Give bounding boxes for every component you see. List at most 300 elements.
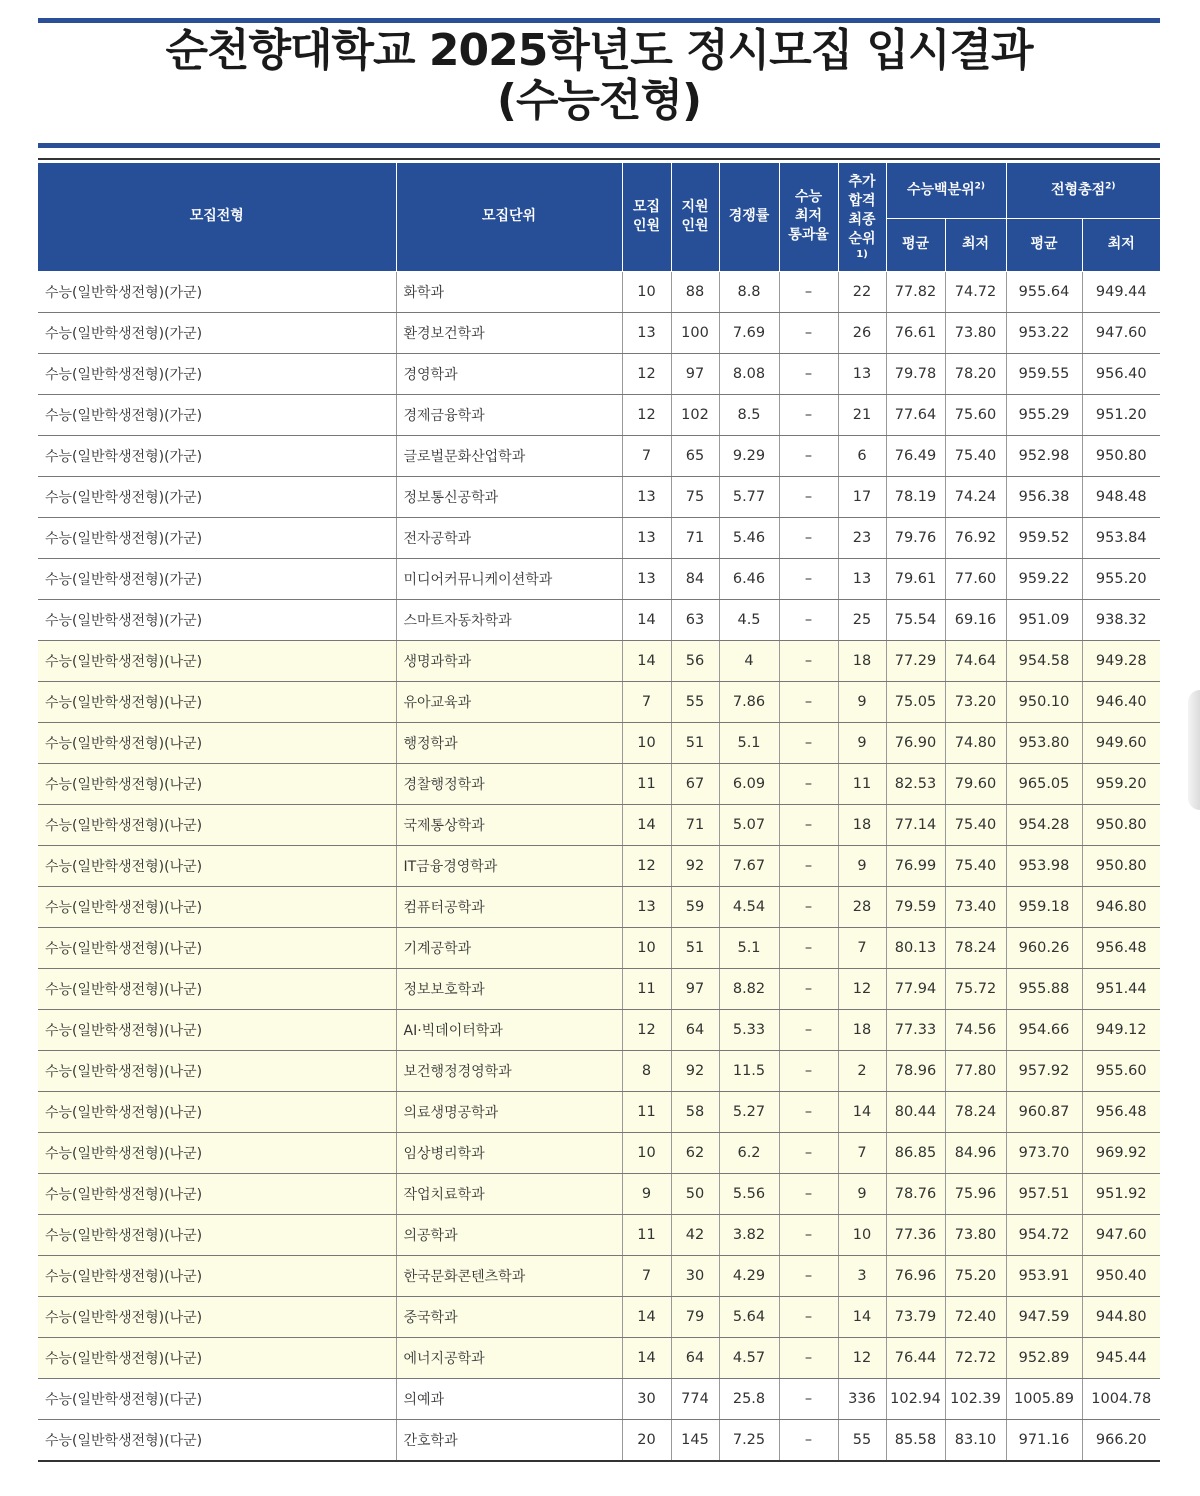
cell-quota: 14 — [622, 804, 671, 845]
cell-min-pass: – — [779, 599, 838, 640]
cell-type: 수능(일반학생전형)(나군) — [38, 1337, 396, 1378]
cell-ratio: 4.29 — [719, 1255, 779, 1296]
cell-type: 수능(일반학생전형)(나군) — [38, 886, 396, 927]
cell-score-min: 938.32 — [1082, 599, 1160, 640]
cell-min-pass: – — [779, 763, 838, 804]
cell-min-pass: – — [779, 1173, 838, 1214]
cell-ratio: 3.82 — [719, 1214, 779, 1255]
cell-quota: 12 — [622, 394, 671, 435]
cell-type: 수능(일반학생전형)(가군) — [38, 312, 396, 353]
cell-score-min: 946.80 — [1082, 886, 1160, 927]
cell-applicants: 63 — [671, 599, 719, 640]
cell-score-min: 949.28 — [1082, 640, 1160, 681]
cell-score-min: 945.44 — [1082, 1337, 1160, 1378]
cell-score-avg: 953.22 — [1006, 312, 1082, 353]
cell-applicants: 71 — [671, 804, 719, 845]
table-row — [38, 845, 1160, 886]
cell-extra-rank: 21 — [838, 394, 886, 435]
cell-extra-rank: 14 — [838, 1296, 886, 1337]
cell-applicants: 92 — [671, 845, 719, 886]
cell-percentile-avg: 76.44 — [886, 1337, 945, 1378]
cell-percentile-min: 72.72 — [945, 1337, 1006, 1378]
cell-percentile-avg: 76.96 — [886, 1255, 945, 1296]
cell-quota: 13 — [622, 558, 671, 599]
title-bottom-rule — [38, 143, 1160, 148]
cell-ratio: 5.46 — [719, 517, 779, 558]
cell-quota: 11 — [622, 763, 671, 804]
cell-ratio: 4.5 — [719, 599, 779, 640]
cell-score-avg: 955.64 — [1006, 271, 1082, 312]
cell-applicants: 88 — [671, 271, 719, 312]
cell-percentile-min: 83.10 — [945, 1419, 1006, 1461]
header-total-score-note: 2) — [1105, 181, 1116, 192]
admission-results-table — [38, 163, 1160, 1462]
table-row — [38, 1091, 1160, 1132]
cell-min-pass: – — [779, 845, 838, 886]
cell-applicants: 51 — [671, 722, 719, 763]
cell-type: 수능(일반학생전형)(가군) — [38, 353, 396, 394]
cell-score-avg: 955.88 — [1006, 968, 1082, 1009]
cell-percentile-avg: 79.78 — [886, 353, 945, 394]
cell-score-avg: 947.59 — [1006, 1296, 1082, 1337]
cell-type: 수능(일반학생전형)(나군) — [38, 1132, 396, 1173]
cell-type: 수능(일반학생전형)(가군) — [38, 394, 396, 435]
cell-extra-rank: 14 — [838, 1091, 886, 1132]
cell-type: 수능(일반학생전형)(가군) — [38, 599, 396, 640]
cell-unit: 전자공학과 — [396, 517, 622, 558]
cell-quota: 10 — [622, 271, 671, 312]
cell-percentile-avg: 76.61 — [886, 312, 945, 353]
cell-score-min: 948.48 — [1082, 476, 1160, 517]
cell-applicants: 145 — [671, 1419, 719, 1461]
table-row — [38, 1214, 1160, 1255]
cell-ratio: 6.46 — [719, 558, 779, 599]
cell-quota: 11 — [622, 968, 671, 1009]
cell-unit: 임상병리학과 — [396, 1132, 622, 1173]
cell-min-pass: – — [779, 1214, 838, 1255]
cell-percentile-min: 78.24 — [945, 927, 1006, 968]
cell-extra-rank: 55 — [838, 1419, 886, 1461]
cell-unit: 미디어커뮤니케이션학과 — [396, 558, 622, 599]
cell-score-min: 946.40 — [1082, 681, 1160, 722]
cell-type: 수능(일반학생전형)(가군) — [38, 476, 396, 517]
header-score-avg: 평균 — [1006, 218, 1082, 271]
cell-score-min: 1004.78 — [1082, 1378, 1160, 1419]
cell-ratio: 25.8 — [719, 1378, 779, 1419]
cell-ratio: 6.09 — [719, 763, 779, 804]
cell-percentile-min: 77.80 — [945, 1050, 1006, 1091]
cell-percentile-avg: 80.13 — [886, 927, 945, 968]
cell-applicants: 56 — [671, 640, 719, 681]
cell-quota: 12 — [622, 845, 671, 886]
cell-min-pass: – — [779, 1091, 838, 1132]
cell-percentile-avg: 77.94 — [886, 968, 945, 1009]
cell-type: 수능(일반학생전형)(가군) — [38, 271, 396, 312]
cell-min-pass: – — [779, 394, 838, 435]
cell-min-pass: – — [779, 476, 838, 517]
cell-extra-rank: 10 — [838, 1214, 886, 1255]
cell-unit: 보건행정경영학과 — [396, 1050, 622, 1091]
table-row — [38, 927, 1160, 968]
cell-score-avg: 953.98 — [1006, 845, 1082, 886]
cell-percentile-avg: 77.36 — [886, 1214, 945, 1255]
cell-type: 수능(일반학생전형)(가군) — [38, 517, 396, 558]
cell-min-pass: – — [779, 1296, 838, 1337]
cell-applicants: 75 — [671, 476, 719, 517]
cell-min-pass: – — [779, 927, 838, 968]
cell-ratio: 9.29 — [719, 435, 779, 476]
table-top-rule — [38, 158, 1160, 160]
cell-percentile-min: 75.72 — [945, 968, 1006, 1009]
cell-extra-rank: 7 — [838, 927, 886, 968]
cell-percentile-min: 84.96 — [945, 1132, 1006, 1173]
cell-score-avg: 959.52 — [1006, 517, 1082, 558]
table-row — [38, 435, 1160, 476]
cell-applicants: 774 — [671, 1378, 719, 1419]
cell-extra-rank: 28 — [838, 886, 886, 927]
cell-ratio: 7.86 — [719, 681, 779, 722]
cell-type: 수능(일반학생전형)(나군) — [38, 1050, 396, 1091]
cell-percentile-avg: 79.59 — [886, 886, 945, 927]
cell-percentile-min: 74.64 — [945, 640, 1006, 681]
cell-score-min: 956.48 — [1082, 927, 1160, 968]
cell-percentile-min: 75.20 — [945, 1255, 1006, 1296]
cell-score-min: 959.20 — [1082, 763, 1160, 804]
cell-unit: 경제금융학과 — [396, 394, 622, 435]
cell-applicants: 51 — [671, 927, 719, 968]
cell-percentile-min: 75.60 — [945, 394, 1006, 435]
cell-percentile-avg: 73.79 — [886, 1296, 945, 1337]
cell-percentile-min: 75.40 — [945, 804, 1006, 845]
cell-unit: 의공학과 — [396, 1214, 622, 1255]
cell-extra-rank: 18 — [838, 640, 886, 681]
cell-quota: 11 — [622, 1091, 671, 1132]
cell-score-avg: 950.10 — [1006, 681, 1082, 722]
cell-min-pass: – — [779, 722, 838, 763]
cell-percentile-avg: 80.44 — [886, 1091, 945, 1132]
cell-ratio: 5.27 — [719, 1091, 779, 1132]
table-row — [38, 1337, 1160, 1378]
cell-type: 수능(일반학생전형)(나군) — [38, 681, 396, 722]
table-row — [38, 517, 1160, 558]
cell-min-pass: – — [779, 517, 838, 558]
cell-unit: 컴퓨터공학과 — [396, 886, 622, 927]
cell-ratio: 11.5 — [719, 1050, 779, 1091]
cell-percentile-min: 69.16 — [945, 599, 1006, 640]
cell-ratio: 7.25 — [719, 1419, 779, 1461]
cell-type: 수능(일반학생전형)(나군) — [38, 1091, 396, 1132]
cell-percentile-avg: 76.90 — [886, 722, 945, 763]
header-extra-rank-label: 추가 합격 최종 순위 — [848, 173, 876, 247]
cell-unit: 경영학과 — [396, 353, 622, 394]
header-percentile — [886, 163, 1006, 218]
table-row — [38, 1050, 1160, 1091]
cell-extra-rank: 9 — [838, 1173, 886, 1214]
cell-score-avg: 960.26 — [1006, 927, 1082, 968]
cell-unit: 중국학과 — [396, 1296, 622, 1337]
header-percentile-min: 최저 — [945, 218, 1006, 271]
cell-unit: 경찰행정학과 — [396, 763, 622, 804]
cell-score-avg: 952.98 — [1006, 435, 1082, 476]
cell-unit: 화학과 — [396, 271, 622, 312]
cell-percentile-avg: 82.53 — [886, 763, 945, 804]
header-percentile-label: 수능백분위 — [907, 181, 975, 198]
cell-score-avg: 959.18 — [1006, 886, 1082, 927]
cell-unit: 작업치료학과 — [396, 1173, 622, 1214]
cell-score-min: 955.20 — [1082, 558, 1160, 599]
cell-percentile-avg: 77.64 — [886, 394, 945, 435]
cell-extra-rank: 13 — [838, 558, 886, 599]
cell-applicants: 58 — [671, 1091, 719, 1132]
table-row — [38, 476, 1160, 517]
cell-extra-rank: 13 — [838, 353, 886, 394]
cell-applicants: 97 — [671, 968, 719, 1009]
table-row — [38, 1378, 1160, 1419]
cell-type: 수능(일반학생전형)(나군) — [38, 1255, 396, 1296]
cell-min-pass: – — [779, 1419, 838, 1461]
cell-quota: 7 — [622, 435, 671, 476]
cell-quota: 7 — [622, 681, 671, 722]
cell-min-pass: – — [779, 804, 838, 845]
cell-score-avg: 953.80 — [1006, 722, 1082, 763]
cell-percentile-avg: 85.58 — [886, 1419, 945, 1461]
cell-quota: 14 — [622, 1296, 671, 1337]
header-percentile-note: 2) — [974, 181, 986, 192]
cell-applicants: 67 — [671, 763, 719, 804]
header-applicants: 지원 인원 — [671, 163, 719, 271]
cell-score-min: 966.20 — [1082, 1419, 1160, 1461]
cell-min-pass: – — [779, 1337, 838, 1378]
header-type: 모집전형 — [38, 163, 396, 271]
cell-type: 수능(일반학생전형)(나군) — [38, 1296, 396, 1337]
cell-percentile-min: 72.40 — [945, 1296, 1006, 1337]
cell-score-avg: 957.92 — [1006, 1050, 1082, 1091]
cell-extra-rank: 17 — [838, 476, 886, 517]
cell-extra-rank: 3 — [838, 1255, 886, 1296]
title-top-rule — [38, 18, 1160, 23]
cell-percentile-avg: 79.61 — [886, 558, 945, 599]
cell-type: 수능(일반학생전형)(나군) — [38, 927, 396, 968]
cell-percentile-avg: 77.82 — [886, 271, 945, 312]
cell-score-min: 949.12 — [1082, 1009, 1160, 1050]
cell-type: 수능(일반학생전형)(나군) — [38, 968, 396, 1009]
cell-extra-rank: 11 — [838, 763, 886, 804]
cell-unit: 의료생명공학과 — [396, 1091, 622, 1132]
cell-percentile-min: 73.40 — [945, 886, 1006, 927]
cell-type: 수능(일반학생전형)(다군) — [38, 1378, 396, 1419]
table-row — [38, 1132, 1160, 1173]
table-row — [38, 681, 1160, 722]
cell-percentile-avg: 77.14 — [886, 804, 945, 845]
cell-ratio: 8.08 — [719, 353, 779, 394]
cell-percentile-min: 77.60 — [945, 558, 1006, 599]
cell-applicants: 65 — [671, 435, 719, 476]
cell-score-min: 956.40 — [1082, 353, 1160, 394]
cell-percentile-min: 76.92 — [945, 517, 1006, 558]
table-row — [38, 722, 1160, 763]
cell-quota: 13 — [622, 886, 671, 927]
table-row — [38, 271, 1160, 312]
cell-score-min: 949.44 — [1082, 271, 1160, 312]
cell-score-avg: 952.89 — [1006, 1337, 1082, 1378]
cell-ratio: 7.67 — [719, 845, 779, 886]
cell-unit: AI·빅데이터학과 — [396, 1009, 622, 1050]
cell-score-min: 950.80 — [1082, 845, 1160, 886]
page-title-line2: (수능전형) — [496, 75, 702, 126]
cell-percentile-min: 75.96 — [945, 1173, 1006, 1214]
cell-applicants: 97 — [671, 353, 719, 394]
cell-percentile-min: 78.24 — [945, 1091, 1006, 1132]
cell-percentile-avg: 76.99 — [886, 845, 945, 886]
cell-score-avg: 956.38 — [1006, 476, 1082, 517]
cell-applicants: 50 — [671, 1173, 719, 1214]
cell-ratio: 4.54 — [719, 886, 779, 927]
cell-score-avg: 957.51 — [1006, 1173, 1082, 1214]
cell-type: 수능(일반학생전형)(나군) — [38, 845, 396, 886]
cell-type: 수능(일반학생전형)(나군) — [38, 804, 396, 845]
cell-ratio: 5.07 — [719, 804, 779, 845]
cell-extra-rank: 23 — [838, 517, 886, 558]
cell-percentile-min: 78.20 — [945, 353, 1006, 394]
cell-score-min: 944.80 — [1082, 1296, 1160, 1337]
cell-percentile-min: 75.40 — [945, 845, 1006, 886]
cell-applicants: 59 — [671, 886, 719, 927]
cell-score-min: 951.44 — [1082, 968, 1160, 1009]
cell-score-avg: 951.09 — [1006, 599, 1082, 640]
scroll-edge-handle[interactable] — [1188, 690, 1200, 810]
cell-score-avg: 954.66 — [1006, 1009, 1082, 1050]
table-body — [38, 271, 1160, 1461]
cell-score-avg: 959.55 — [1006, 353, 1082, 394]
cell-score-min: 949.60 — [1082, 722, 1160, 763]
cell-unit: 정보보호학과 — [396, 968, 622, 1009]
cell-unit: 생명과학과 — [396, 640, 622, 681]
cell-percentile-min: 73.20 — [945, 681, 1006, 722]
cell-type: 수능(일반학생전형)(가군) — [38, 558, 396, 599]
cell-quota: 10 — [622, 722, 671, 763]
cell-quota: 14 — [622, 640, 671, 681]
cell-type: 수능(일반학생전형)(나군) — [38, 763, 396, 804]
table-row — [38, 1255, 1160, 1296]
header-extra-rank-note: 1) — [856, 248, 868, 260]
table-row — [38, 1173, 1160, 1214]
header-total-score-label: 전형총점 — [1051, 181, 1106, 198]
cell-applicants: 64 — [671, 1337, 719, 1378]
cell-score-avg: 954.72 — [1006, 1214, 1082, 1255]
cell-percentile-min: 79.60 — [945, 763, 1006, 804]
cell-unit: 유아교육과 — [396, 681, 622, 722]
cell-extra-rank: 9 — [838, 845, 886, 886]
cell-percentile-min: 73.80 — [945, 1214, 1006, 1255]
cell-ratio: 8.8 — [719, 271, 779, 312]
cell-ratio: 4 — [719, 640, 779, 681]
cell-extra-rank: 12 — [838, 968, 886, 1009]
cell-applicants: 62 — [671, 1132, 719, 1173]
page-title-line1: 순천향대학교 2025학년도 정시모집 입시결과 — [165, 25, 1033, 76]
cell-min-pass: – — [779, 1050, 838, 1091]
cell-score-min: 951.20 — [1082, 394, 1160, 435]
cell-ratio: 5.33 — [719, 1009, 779, 1050]
header-ratio: 경쟁률 — [719, 163, 779, 271]
cell-applicants: 64 — [671, 1009, 719, 1050]
table-row — [38, 763, 1160, 804]
cell-score-avg: 959.22 — [1006, 558, 1082, 599]
cell-extra-rank: 9 — [838, 722, 886, 763]
cell-score-min: 953.84 — [1082, 517, 1160, 558]
cell-applicants: 71 — [671, 517, 719, 558]
table-row — [38, 1419, 1160, 1461]
cell-extra-rank: 26 — [838, 312, 886, 353]
cell-unit: 간호학과 — [396, 1419, 622, 1461]
cell-min-pass: – — [779, 558, 838, 599]
cell-ratio: 5.56 — [719, 1173, 779, 1214]
cell-quota: 12 — [622, 1009, 671, 1050]
cell-score-min: 956.48 — [1082, 1091, 1160, 1132]
table-row — [38, 968, 1160, 1009]
page-title — [38, 26, 1160, 126]
table-row — [38, 558, 1160, 599]
header-quota: 모집 인원 — [622, 163, 671, 271]
cell-ratio: 5.64 — [719, 1296, 779, 1337]
cell-quota: 13 — [622, 476, 671, 517]
cell-ratio: 8.5 — [719, 394, 779, 435]
cell-min-pass: – — [779, 640, 838, 681]
cell-extra-rank: 18 — [838, 1009, 886, 1050]
cell-percentile-avg: 78.96 — [886, 1050, 945, 1091]
cell-percentile-avg: 76.49 — [886, 435, 945, 476]
cell-unit: IT금융경영학과 — [396, 845, 622, 886]
cell-applicants: 92 — [671, 1050, 719, 1091]
cell-extra-rank: 7 — [838, 1132, 886, 1173]
cell-percentile-avg: 75.05 — [886, 681, 945, 722]
cell-score-min: 969.92 — [1082, 1132, 1160, 1173]
cell-applicants: 102 — [671, 394, 719, 435]
cell-type: 수능(일반학생전형)(나군) — [38, 1173, 396, 1214]
cell-score-min: 950.80 — [1082, 804, 1160, 845]
cell-quota: 10 — [622, 927, 671, 968]
cell-score-min: 947.60 — [1082, 312, 1160, 353]
cell-extra-rank: 18 — [838, 804, 886, 845]
cell-min-pass: – — [779, 968, 838, 1009]
cell-percentile-avg: 77.33 — [886, 1009, 945, 1050]
cell-min-pass: – — [779, 1255, 838, 1296]
cell-score-avg: 971.16 — [1006, 1419, 1082, 1461]
cell-extra-rank: 6 — [838, 435, 886, 476]
table-row — [38, 599, 1160, 640]
table-row — [38, 886, 1160, 927]
cell-score-min: 951.92 — [1082, 1173, 1160, 1214]
cell-quota: 14 — [622, 599, 671, 640]
cell-quota: 7 — [622, 1255, 671, 1296]
table-row — [38, 1296, 1160, 1337]
cell-type: 수능(일반학생전형)(나군) — [38, 722, 396, 763]
cell-applicants: 79 — [671, 1296, 719, 1337]
cell-min-pass: – — [779, 681, 838, 722]
cell-ratio: 7.69 — [719, 312, 779, 353]
cell-score-avg: 953.91 — [1006, 1255, 1082, 1296]
cell-applicants: 55 — [671, 681, 719, 722]
cell-score-avg: 954.58 — [1006, 640, 1082, 681]
cell-extra-rank: 25 — [838, 599, 886, 640]
table-row — [38, 394, 1160, 435]
cell-min-pass: – — [779, 353, 838, 394]
cell-percentile-avg: 75.54 — [886, 599, 945, 640]
cell-percentile-avg: 78.76 — [886, 1173, 945, 1214]
cell-min-pass: – — [779, 271, 838, 312]
cell-extra-rank: 9 — [838, 681, 886, 722]
cell-quota: 12 — [622, 353, 671, 394]
table-row — [38, 640, 1160, 681]
